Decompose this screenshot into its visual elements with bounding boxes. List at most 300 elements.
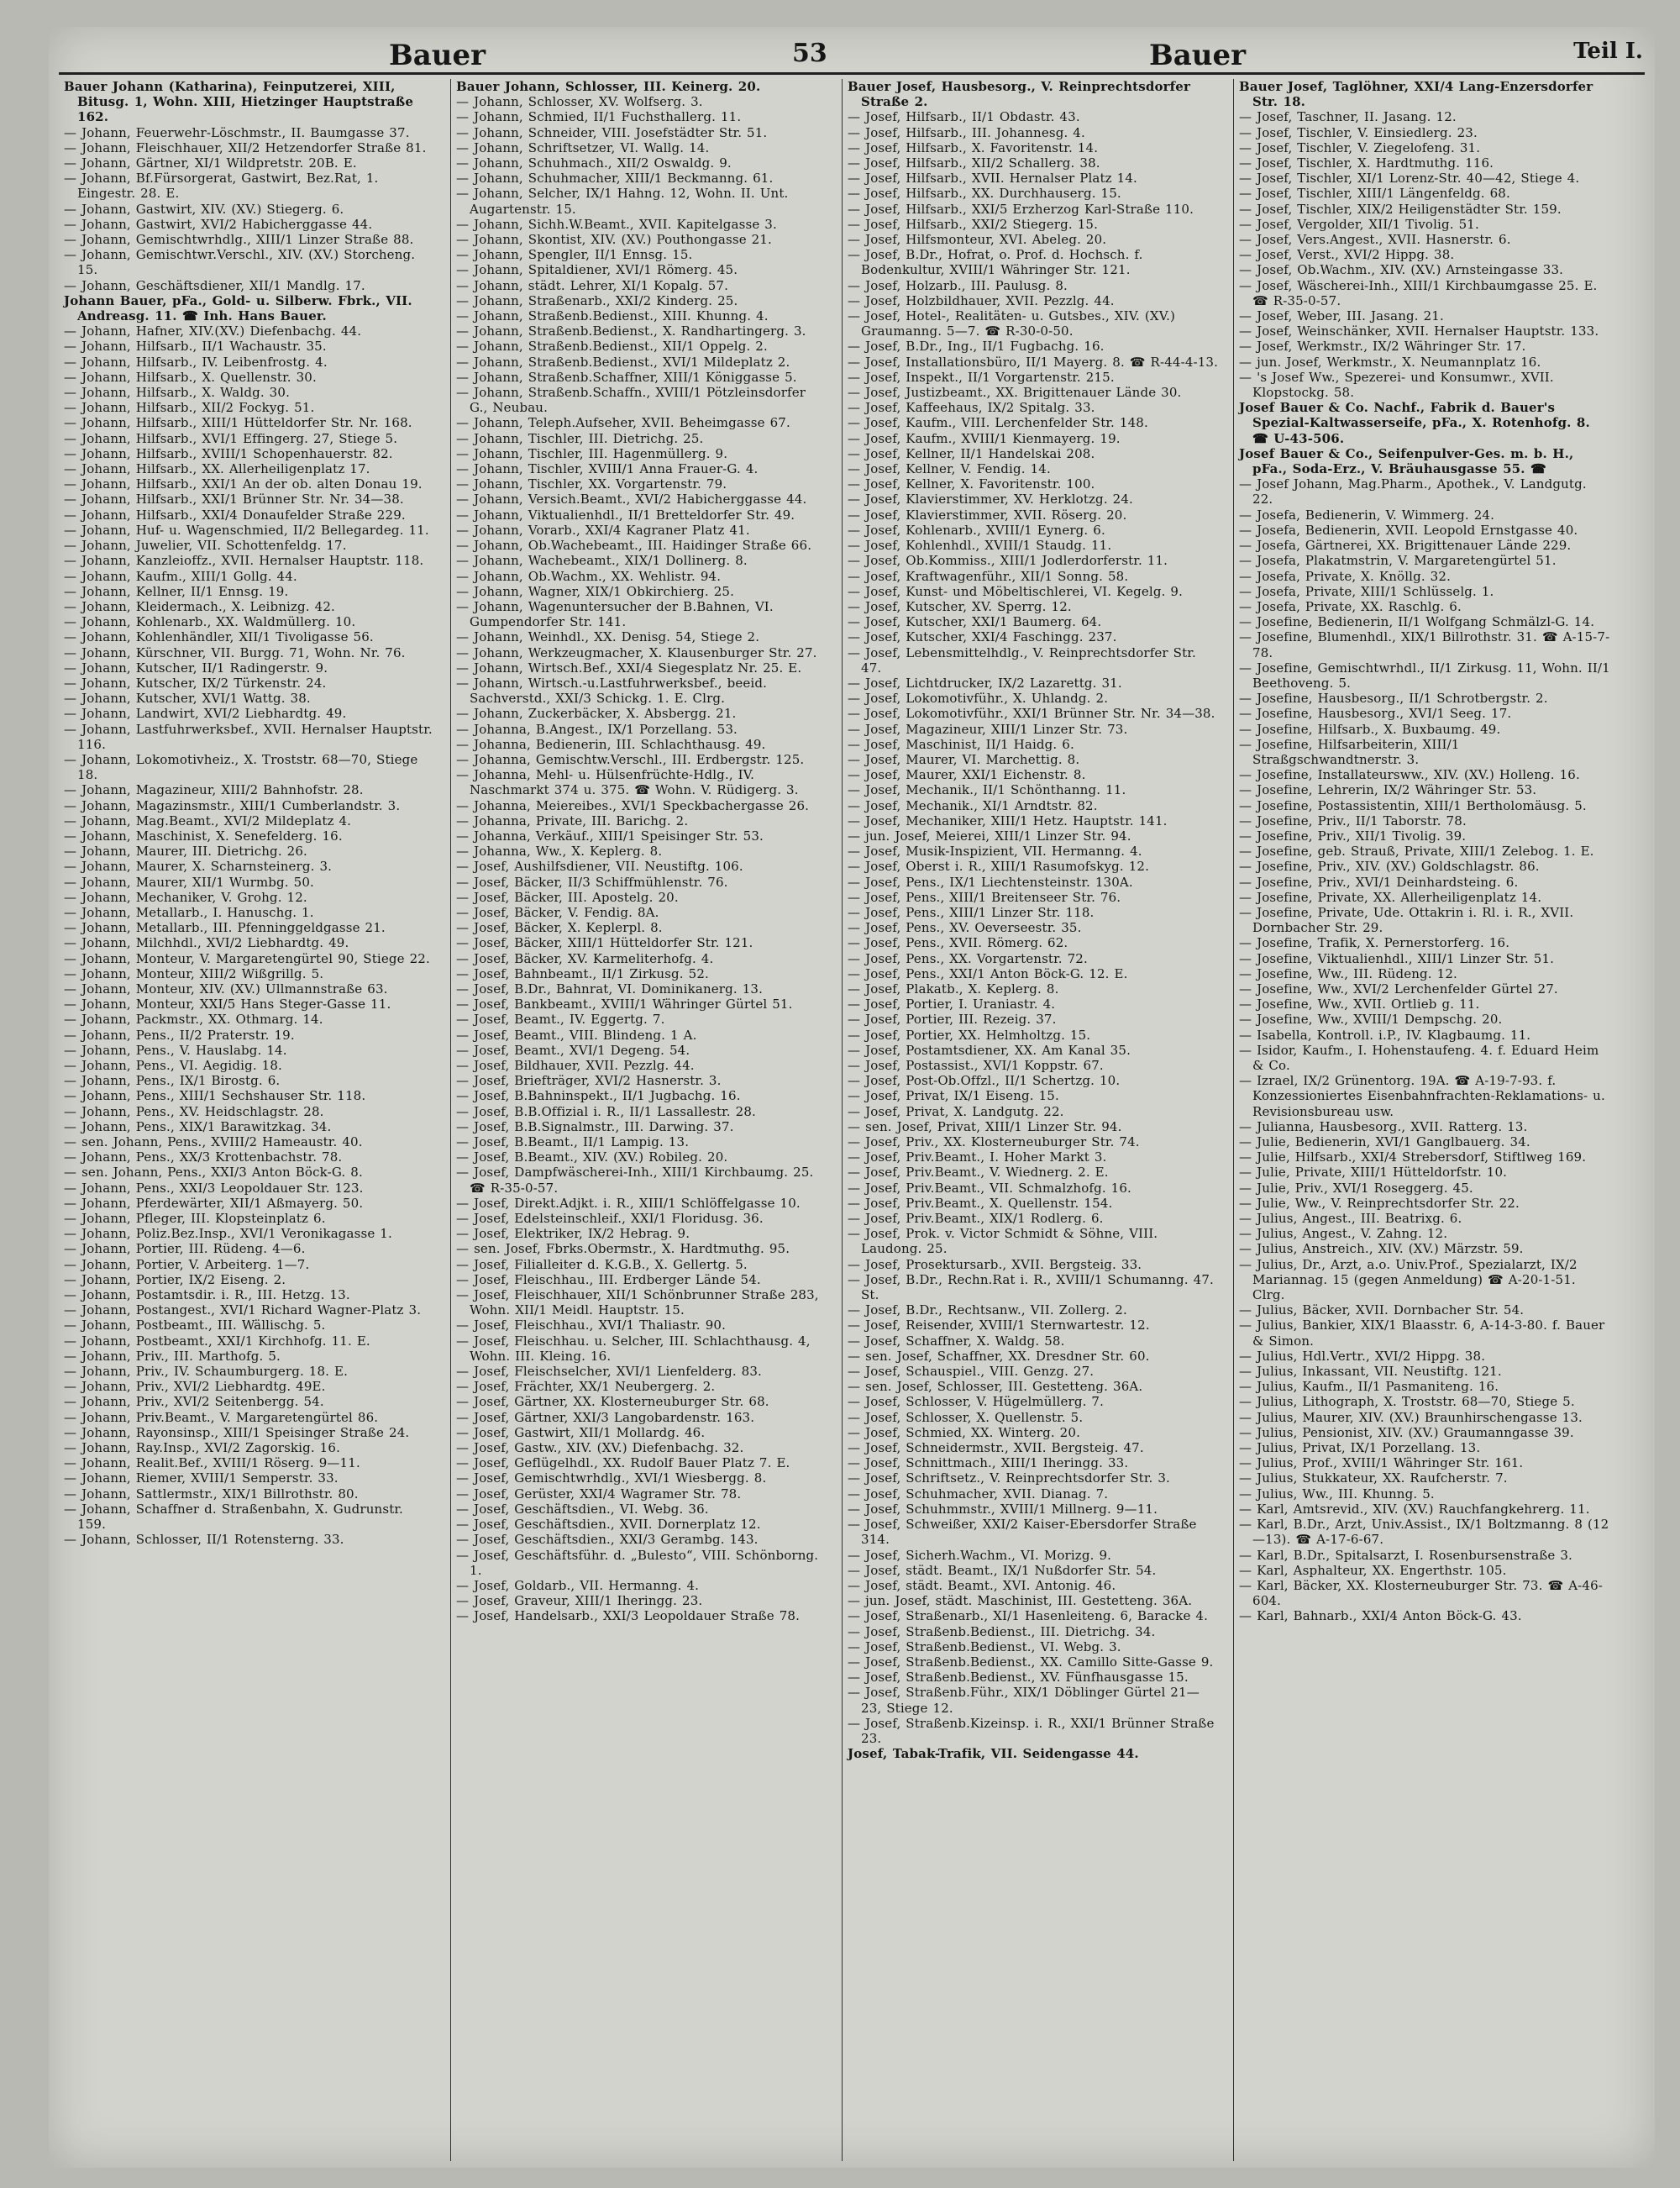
directory-entry: — Josef, B.Dr., Ing., II/1 Fugbachg. 16.	[848, 339, 1105, 355]
header-rule	[59, 72, 1645, 75]
directory-entry: — Josefa, Plakatmstrin, V. Margaretengürtel 51.	[1239, 553, 1557, 569]
directory-entry: — Julie, Bedienerin, XVI/1 Ganglbauerg. 34.	[1239, 1134, 1530, 1150]
directory-entry: — Josef, Post-Ob.Offzl., II/1 Schertzg. 10.	[848, 1073, 1121, 1089]
directory-entry: — sen. Josef, Privat, XIII/1 Linzer Str. 94.	[848, 1118, 1122, 1134]
directory-entry: — Johann, Hilfsarb., XVIII/1 Schopenhauerstr. 82.	[64, 445, 393, 461]
directory-entry: — sen. Josef, Schlosser, III. Gestetteng. 36A.	[848, 1379, 1143, 1395]
directory-entry: — Josef, Schriftsetz., V. Reinprechtsdorfer Str. 3.	[848, 1470, 1170, 1486]
directory-entry: — Johann, Postbeamt., XXI/1 Kirchhofg. 11. E.	[64, 1333, 370, 1349]
directory-entry: — Josefine, Ww., XVI/2 Lerchenfelder Gürtel 27.	[1239, 981, 1558, 997]
directory-entry: — Karl, Bäcker, XX. Klosterneuburger Str. 73. ☎ A-46-604.	[1239, 1577, 1604, 1609]
directory-entry: — Josef, Fleischhau., XVI/1 Thaliastr. 90.	[456, 1318, 727, 1333]
directory-entry: — Johann, Monteur, V. Margaretengürtel 90, Stiege 22.	[64, 950, 430, 966]
directory-entry: — Josef, Schaffner, X. Waldg. 58.	[848, 1333, 1065, 1349]
directory-entry: — Josef, Kaufm., VIII. Lerchenfelder Str. 148.	[848, 415, 1148, 431]
directory-entry: — Julius, Ww., III. Khunng. 5.	[1239, 1486, 1435, 1502]
directory-entry: — Johann, Tischler, III. Dietrichg. 25.	[456, 430, 704, 446]
directory-entry: — Josef, B.Dr., Rechn.Rat i. R., XVIII/1 Schumanng. 47. St.	[848, 1271, 1214, 1303]
directory-entry: — Josef, Vers.Angest., XVII. Hasnerstr. 6.	[1239, 232, 1511, 248]
directory-entry: — Julius, Dr., Arzt, a.o. Univ.Prof., Spezialarzt, IX/2 Mariannag. 15 (gegen Anmeldung) ☎ A-20-1-51. Clrg.	[1239, 1256, 1578, 1303]
directory-entry: — Josef, Hilfsarb., III. Johannesg. 4.	[848, 124, 1085, 140]
directory-entry: — Josef, Priv., XX. Klosterneuburger Str. 74.	[848, 1134, 1140, 1150]
directory-entry: — Josef, Schweißer, XXI/2 Kaiser-Ebersdorfer Straße 314.	[848, 1517, 1197, 1548]
directory-entry: — Johann, Pens., XXI/3 Leopoldauer Str. 123.	[64, 1180, 364, 1196]
directory-entry: — Julius, Lithograph, X. Troststr. 68—70, Stiege 5.	[1239, 1394, 1575, 1410]
column-4	[1233, 79, 1616, 2161]
directory-entry: — Johann, Versich.Beamt., XVI/2 Habicherggasse 44.	[456, 492, 807, 508]
directory-entry: — Josef, Pens., XIII/1 Linzer Str. 118.	[848, 904, 1095, 920]
directory-entry: — jun. Josef, städt. Maschinist, III. Gestetteng. 36A.	[848, 1593, 1193, 1609]
directory-entry: — Josef, B.B.Signalmstr., III. Darwing. 37.	[456, 1118, 734, 1134]
directory-entry: Bauer Johann (Katharina), Feinputzerei, XIII, Bitusg. 1, Wohn. XIII, Hietzinger Hauptstraße 162.	[64, 79, 414, 125]
header-right-name: Bauer	[1149, 39, 1247, 72]
directory-entry: — Johann, Hilfsarb., X. Quellenstr. 30.	[64, 369, 317, 385]
directory-entry: — Johann, Straßenb.Schaffner, XIII/1 Königgasse 5.	[456, 369, 797, 385]
directory-entry: — Johann, Pferdewärter, XII/1 Aßmayerg. 50.	[64, 1195, 364, 1211]
directory-entry: — Josefine, Hausbesorg., XVI/1 Seeg. 17.	[1239, 706, 1512, 722]
directory-entry: — Josef, Geschäftsdien., VI. Webg. 36.	[456, 1501, 709, 1517]
directory-entry: — Josef Johann, Mag.Pharm., Apothek., V. Landgutg. 22.	[1239, 476, 1587, 508]
directory-entry: — Johann, Skontist, XIV. (XV.) Pouthongasse 21.	[456, 232, 772, 248]
directory-entry: — Julius, Kaufm., II/1 Pasmaniteng. 16.	[1239, 1379, 1499, 1395]
directory-entry: — Julius, Angest., V. Zahng. 12.	[1239, 1226, 1448, 1242]
directory-entry: — Josef, Schuhmacher, XVII. Dianag. 7.	[848, 1486, 1109, 1502]
directory-entry: — Johann, Mechaniker, V. Grohg. 12.	[64, 889, 307, 905]
page-number: 53	[792, 39, 827, 68]
directory-entry: — Johanna, Bedienerin, III. Schlachthausg. 49.	[456, 736, 766, 752]
directory-entry: — Julius, Pensionist, XIV. (XV.) Graumanngasse 39.	[1239, 1424, 1574, 1440]
directory-entry: — Johann, Kellner, II/1 Ennsg. 19.	[64, 583, 289, 599]
directory-entry: — Josef, B.Beamt., II/1 Lampig. 13.	[456, 1134, 690, 1150]
directory-entry: — Josef, Mechanik., XI/1 Arndtstr. 82.	[848, 797, 1098, 813]
directory-entry: — Johann, Wirtsch.Bef., XXI/4 Siegesplatz Nr. 25. E.	[456, 660, 802, 676]
column-3	[842, 79, 1225, 2161]
directory-entry: — Johann, Ray.Insp., XVI/2 Zagorskig. 16.	[64, 1440, 340, 1456]
directory-entry: — Josef, Schuhmmstr., XVIII/1 Millnerg. 9—11.	[848, 1501, 1158, 1517]
directory-entry: — Julianna, Hausbesorg., XVII. Ratterg. 13.	[1239, 1118, 1528, 1134]
directory-entry: — Johann, Straßenb.Bedienst., XII/1 Oppelg. 2.	[456, 339, 768, 355]
directory-entry: — Johann, Portier, III. Rüdeng. 4—6.	[64, 1241, 306, 1257]
directory-entry: — Josef, Beamt., IV. Eggertg. 7.	[456, 1012, 665, 1028]
directory-entry: — Josef, B.Bahninspekt., II/1 Jugbachg. 16.	[456, 1088, 741, 1104]
directory-entry: — Josef, Straßenb.Bedienst., III. Dietrichg. 34.	[848, 1623, 1156, 1639]
directory-entry: — sen. Johann, Pens., XVIII/2 Hameaustr. 40.	[64, 1134, 363, 1150]
directory-entry: — Josefine, Hilfsarb., X. Buxbaumg. 49.	[1239, 721, 1501, 737]
directory-entry: — Josefine, Private, XX. Allerheiligenplatz 14.	[1239, 889, 1542, 905]
directory-entry: — Josef, Lokomotivführ., XXI/1 Brünner Str. Nr. 34—38.	[848, 706, 1215, 722]
directory-entry: — Josef, Pens., XXI/1 Anton Böck-G. 12. E.	[848, 965, 1128, 981]
directory-entry: — Josef, B.B.Offizial i. R., II/1 Lassallestr. 28.	[456, 1103, 756, 1119]
directory-entry: — Johann, Straßenb.Bedienst., X. Randhartingerg. 3.	[456, 323, 806, 339]
directory-entry: — Julius, Prof., XVIII/1 Währinger Str. 161.	[1239, 1455, 1524, 1471]
directory-entry: — Josef, Priv.Beamt., VII. Schmalzhofg. 16.	[848, 1180, 1131, 1196]
directory-entry: — Josef, Tischler, XIX/2 Heiligenstädter Str. 159.	[1239, 201, 1562, 217]
directory-entry: — Josef, Weber, III. Jasang. 21.	[1239, 308, 1444, 324]
directory-entry: — Josef, Schauspiel., VIII. Genzg. 27.	[848, 1364, 1095, 1380]
directory-entry: — Josef, Wäscherei-Inh., XIII/1 Kirchbaumgasse 25. E. ☎ R-35-0-57.	[1239, 277, 1598, 308]
directory-entry: — Karl, Bahnarb., XXI/4 Anton Böck-G. 43.	[1239, 1608, 1522, 1624]
directory-entry: — Josef, Schlosser, V. Hügelmüllerg. 7.	[848, 1394, 1105, 1410]
directory-entry: — Johann, Geschäftsdiener, XII/1 Mandlg. 17.	[64, 277, 365, 293]
directory-entry: — Johann, Gastwirt, XIV. (XV.) Stiegerg. 6.	[64, 201, 344, 217]
directory-entry: — Josef, Kohlenarb., XVIII/1 Eynerg. 6.	[848, 522, 1105, 538]
directory-entry: — Josef, Gemischtwrhdlg., XVI/1 Wiesbergg. 8.	[456, 1470, 767, 1486]
directory-entry: — Josef, Justizbeamt., XX. Brigittenauer Lände 30.	[848, 385, 1182, 401]
directory-entry: — Karl, Asphalteur, XX. Engerthstr. 105.	[1239, 1562, 1507, 1578]
directory-entry: — Josefine, Priv., II/1 Taborstr. 78.	[1239, 813, 1467, 828]
directory-entry: — Josef, Straßenb.Kizeinsp. i. R., XXI/1 Brünner Straße 23.	[848, 1715, 1215, 1746]
directory-entry: — Josef, Pens., XVII. Römerg. 62.	[848, 935, 1068, 951]
directory-entry: — Josefa, Private, XIII/1 Schlüsselg. 1.	[1239, 583, 1494, 599]
directory-entry: — sen. Johann, Pens., XXI/3 Anton Böck-G. 8.	[64, 1165, 363, 1181]
directory-entry: — Johann, Priv.Beamt., V. Margaretengürtel 86.	[64, 1409, 379, 1425]
directory-entry: — Johann, Hilfsarb., II/1 Wachaustr. 35.	[64, 339, 327, 355]
directory-entry: — Johann, Schriftsetzer, VI. Wallg. 14.	[456, 139, 710, 155]
directory-entry: — Johanna, Meiereibes., XVI/1 Speckbachergasse 26.	[456, 797, 810, 813]
directory-entry: — Johann, Metallarb., III. Pfenninggeldgasse 21.	[64, 920, 386, 936]
directory-entry: — Josefine, geb. Strauß, Private, XIII/1 Zelebog. 1. E.	[1239, 844, 1594, 860]
directory-entry: — Josef, Handelsarb., XXI/3 Leopoldauer Straße 78.	[456, 1608, 801, 1624]
directory-entry: — Julius, Bankier, XIX/1 Blaasstr. 6, A-14-3-80. f. Bauer & Simon.	[1239, 1318, 1605, 1349]
directory-entry: — Johann, Sichh.W.Beamt., XVII. Kapitelgasse 3.	[456, 216, 777, 232]
directory-entry: — Johann, Selcher, IX/1 Hahng. 12, Wohn. II. Unt. Augartenstr. 15.	[456, 186, 789, 217]
directory-entry: — Josef, Hilfsarb., XVII. Hernalser Platz 14.	[848, 171, 1137, 187]
directory-entry: Josef Bauer & Co., Seifenpulver-Ges. m. b. H., pFa., Soda-Erz., V. Bräuhausgasse 55. ☎	[1239, 445, 1574, 477]
column-1	[59, 79, 441, 2161]
directory-entry: — Josefine, Installateursww., XIV. (XV.) Holleng. 16.	[1239, 767, 1580, 783]
directory-entry: — Josef, Kutscher, XXI/4 Faschingg. 237.	[848, 629, 1117, 645]
directory-entry: — Johann, Pens., XX/3 Krottenbachstr. 78.	[64, 1149, 343, 1165]
directory-entry: — Josefine, Priv., XII/1 Tivolig. 39.	[1239, 828, 1467, 844]
directory-entry: — Johann, Wagenuntersucher der B.Bahnen, VI. Gumpendorfer Str. 141.	[456, 598, 774, 630]
directory-entry: — Josef, Holzbildhauer, XVII. Pezzlg. 44.	[848, 292, 1115, 308]
directory-entry: — Julius, Anstreich., XIV. (XV.) Märzstr. 59.	[1239, 1241, 1524, 1257]
directory-entry: — Josef, Tischler, V. Einsiedlerg. 23.	[1239, 124, 1478, 140]
directory-entry: — Josef, Elektriker, IX/2 Hebrag. 9.	[456, 1226, 690, 1242]
directory-entry: — Josef, Priv.Beamt., XIX/1 Rodlerg. 6.	[848, 1211, 1104, 1227]
directory-entry: — Josef, Hilfsarb., XXI/2 Stiegerg. 15.	[848, 216, 1099, 232]
directory-entry: — Josef, Klavierstimmer, XV. Herklotzg. 24.	[848, 492, 1133, 508]
directory-entry: — Julius, Privat, IX/1 Porzellang. 13.	[1239, 1440, 1481, 1456]
directory-entry: — Josef, Bankbeamt., XVIII/1 Währinger Gürtel 51.	[456, 997, 793, 1012]
directory-entry: — Josef, Direkt.Adjkt. i. R., XIII/1 Schlöffelgasse 10.	[456, 1195, 801, 1211]
directory-entry: — Johann, Hilfsarb., X. Waldg. 30.	[64, 385, 290, 401]
directory-entry: — Johann, städt. Lehrer, XI/1 Kopalg. 57.	[456, 277, 729, 293]
directory-entry: — Izrael, IX/2 Grünentorg. 19A. ☎ A-19-7-93. f. Konzessioniertes Eisenbahnfrachten-Reklamations- u. Revisionsbureau usw.	[1239, 1073, 1605, 1119]
directory-entry: — Karl, Amtsrevid., XIV. (XV.) Rauchfangkehrerg. 11.	[1239, 1501, 1590, 1517]
directory-entry: — Josef, Schnittmach., XIII/1 Iheringg. 33.	[848, 1455, 1129, 1471]
directory-entry: — Johann, Pens., II/2 Praterstr. 19.	[64, 1027, 295, 1043]
directory-entry: — Josefine, Blumenhdl., XIX/1 Billrothstr. 31. ☎ A-15-7-78.	[1239, 629, 1610, 660]
directory-entry: — Johann, Riemer, XVIII/1 Semperstr. 33.	[64, 1470, 339, 1486]
directory-entry: — Josef, Kutscher, XXI/1 Baumerg. 64.	[848, 614, 1102, 630]
directory-entry: — jun. Josef, Werkmstr., X. Neumannplatz 16.	[1239, 354, 1541, 370]
directory-entry: — Johann, Priv., III. Marthofg. 5.	[64, 1348, 281, 1364]
directory-entry: — Josef, Beamt., VIII. Blindeng. 1 A.	[456, 1027, 697, 1043]
directory-entry: — Josef, Kaufm., XVIII/1 Kienmayerg. 19.	[848, 430, 1121, 446]
directory-entry: — Josefa, Private, X. Knöllg. 32.	[1239, 568, 1451, 584]
directory-entry: — Josef, Tischler, XI/1 Lorenz-Str. 40—42, Stiege 4.	[1239, 171, 1580, 187]
directory-entry: — Johann, Schlosser, II/1 Rotensterng. 33.	[64, 1532, 344, 1548]
directory-entry: — Josef, Kraftwagenführ., XII/1 Sonng. 58.	[848, 568, 1129, 584]
directory-entry: — Josef, Holzarb., III. Paulusg. 8.	[848, 277, 1068, 293]
directory-entry: — Julius, Hdl.Vertr., XVI/2 Hippg. 38.	[1239, 1348, 1486, 1364]
directory-entry: — Johann, Hilfsarb., XXI/1 An der ob. alten Donau 19.	[64, 476, 423, 492]
directory-entry: — Josef, Gastwirt, XII/1 Mollardg. 46.	[456, 1424, 706, 1440]
directory-entry: — Johann, Magazinsmstr., XIII/1 Cumberlandstr. 3.	[64, 797, 401, 813]
directory-entry: — Johann, Tischler, XVIII/1 Anna Frauer-G. 4.	[456, 461, 759, 477]
directory-entry: — Josef, Portier, XX. Helmholtzg. 15.	[848, 1027, 1091, 1043]
directory-entry: — Josef, Briefträger, XVI/2 Hasnerstr. 3.	[456, 1073, 722, 1089]
directory-entry: — Johann, Poliz.Bez.Insp., XVI/1 Veronikagasse 1.	[64, 1226, 392, 1242]
directory-entry: Johann Bauer, pFa., Gold- u. Silberw. Fbrk., VII. Andreasg. 11. ☎ Inh. Hans Bauer.	[64, 292, 412, 324]
directory-entry: — Johann, Hafner, XIV.(XV.) Diefenbachg. 44.	[64, 323, 362, 339]
directory-entry: — Johann, Kutscher, II/1 Radingerstr. 9.	[64, 660, 328, 676]
directory-entry: — Josef, Kutscher, XV. Sperrg. 12.	[848, 598, 1072, 614]
directory-entry: — Josef, Geflügelhdl., XX. Rudolf Bauer Platz 7. E.	[456, 1455, 790, 1471]
directory-entry: — Josef, Straßenb.Bedienst., XV. Fünfhausgasse 15.	[848, 1670, 1189, 1686]
directory-entry: — Karl, B.Dr., Arzt, Univ.Assist., IX/1 Boltzmanng. 8 (12—13). ☎ A-17-6-67.	[1239, 1517, 1609, 1548]
directory-entry: — Josef, Hotel-, Realitäten- u. Gutsbes., XIV. (XV.) Graumanng. 5—7. ☎ R-30-0-50.	[848, 308, 1175, 339]
directory-entry: — Johann, Teleph.Aufseher, XVII. Beheimgasse 67.	[456, 415, 790, 431]
directory-entry: — Johann, Pens., V. Hauslabg. 14.	[64, 1042, 287, 1058]
directory-entry: — Johann, Maschinist, X. Senefelderg. 16.	[64, 828, 343, 844]
directory-entry: — Johann, Huf- u. Wagenschmied, II/2 Bellegardeg. 11.	[64, 522, 429, 538]
directory-entry: — Josef, Pens., XX. Vorgartenstr. 72.	[848, 950, 1088, 966]
directory-entry: — Josef, Dampfwäscherei-Inh., XIII/1 Kirchbaumg. 25. ☎ R-35-0-57.	[456, 1165, 814, 1196]
directory-entry: — Isabella, Kontroll. i.P., IV. Klagbaumg. 11.	[1239, 1027, 1531, 1043]
directory-page	[49, 27, 1655, 2168]
directory-entry: — Josef, Postamtsdiener, XX. Am Kanal 35.	[848, 1042, 1131, 1058]
directory-entry: — Josef, Klavierstimmer, XVII. Röserg. 20.	[848, 507, 1127, 523]
directory-entry: — Josef, Bäcker, II/3 Schiffmühlenstr. 76.	[456, 874, 728, 890]
directory-entry: — Johann, Lokomotivheiz., X. Troststr. 68—70, Stiege 18.	[64, 751, 418, 783]
directory-entry: — Josef, Weinschänker, XVII. Hernalser Hauptstr. 133.	[1239, 323, 1599, 339]
directory-entry: — Josef, Mechaniker, XIII/1 Hetz. Hauptstr. 141.	[848, 813, 1168, 828]
directory-entry: — Josef, Pens., XV. Oeverseestr. 35.	[848, 920, 1082, 936]
directory-entry: — Josefine, Hausbesorg., II/1 Schrotbergstr. 2.	[1239, 691, 1548, 707]
directory-entry: — Josef, Portier, I. Uraniastr. 4.	[848, 997, 1056, 1012]
directory-entry: — Johann, Zuckerbäcker, X. Absbergg. 21.	[456, 706, 737, 722]
directory-entry: — sen. Josef, Schaffner, XX. Dresdner Str. 60.	[848, 1348, 1150, 1364]
directory-entry: — Josef, Hilfsarb., II/1 Obdastr. 43.	[848, 109, 1080, 125]
directory-entry: — Josef, Maurer, VI. Marchettig. 8.	[848, 751, 1080, 767]
directory-entry: — Johann, Lastfuhrwerksbef., XVII. Hernalser Hauptstr. 116.	[64, 721, 433, 752]
directory-entry: Josef, Tabak-Trafik, VII. Seidengasse 44.	[848, 1746, 1139, 1762]
directory-entry: — Johanna, Gemischtw.Verschl., III. Erdbergstr. 125.	[456, 751, 805, 767]
directory-entry: — Johann, Gemischtwrhdlg., XIII/1 Linzer Straße 88.	[64, 232, 414, 248]
directory-entry: — Josefine, Priv., XVI/1 Deinhardsteing. 6.	[1239, 874, 1519, 890]
directory-entry: — Josefine, Lehrerin, IX/2 Währinger Str. 53.	[1239, 782, 1537, 798]
directory-entry: — Josef, Gärtner, XXI/3 Langobardenstr. 163.	[456, 1409, 755, 1425]
directory-entry: — Josef, Bildhauer, XVII. Pezzlg. 44.	[456, 1058, 695, 1073]
directory-entry: — Josef, Straßenarb., XI/1 Hasenleiteng. 6, Baracke 4.	[848, 1608, 1209, 1624]
directory-entry: — Johann, Hilfsarb., XXI/4 Donaufelder Straße 229.	[64, 507, 406, 523]
directory-entry: — Josefa, Gärtnerei, XX. Brigittenauer Lände 229.	[1239, 538, 1572, 554]
directory-entry: — Josef, Kellner, V. Fendig. 14.	[848, 461, 1051, 477]
directory-entry: — Johann, Gemischtwr.Verschl., XIV. (XV.) Storcheng. 15.	[64, 247, 416, 278]
directory-entry: — Josef, Beamt., XVI/1 Degeng. 54.	[456, 1042, 690, 1058]
directory-entry: — Josefine, Trafik, X. Pernerstorferg. 16.	[1239, 935, 1510, 951]
directory-entry: — Johann, Monteur, XIV. (XV.) Ullmannstraße 63.	[64, 981, 388, 997]
directory-entry: — Josefine, Hilfsarbeiterin, XIII/1 Straßgschwandtnerstr. 3.	[1239, 736, 1460, 767]
columns	[59, 79, 1645, 2161]
directory-entry: — Josef, Vergolder, XII/1 Tivolig. 51.	[1239, 216, 1479, 232]
directory-entry: — Johann, Kohlenhändler, XII/1 Tivoligasse 56.	[64, 629, 374, 645]
directory-entry: — Josefine, Private, Ude. Ottakrin i. Rl. i. R., XVII. Dornbacher Str. 29.	[1239, 904, 1574, 936]
directory-entry: — Josef, Prosektursarb., XVII. Bergsteig. 33.	[848, 1256, 1142, 1272]
directory-entry: — Josef, B.Dr., Hofrat, o. Prof. d. Hochsch. f. Bodenkultur, XVIII/1 Währinger Str. 121.	[848, 247, 1143, 278]
directory-entry: — Julius, Maurer, XIV. (XV.) Braunhirschengasse 13.	[1239, 1409, 1583, 1425]
directory-entry: — Josef, Tischler, XIII/1 Längenfeldg. 68.	[1239, 186, 1510, 202]
directory-entry: — Josef, Fleischselcher, XVI/1 Lienfelderg. 83.	[456, 1364, 762, 1380]
directory-entry: — Josef, Tischler, X. Hardtmuthg. 116.	[1239, 155, 1494, 171]
directory-entry: — Josef, B.Dr., Bahnrat, VI. Dominikanerg. 13.	[456, 981, 764, 997]
directory-entry: — Josef, Hilfsarb., XX. Durchhauserg. 15.	[848, 186, 1121, 202]
directory-entry: — Johann, Schuhmacher, XIII/1 Beckmanng. 61.	[456, 171, 774, 187]
directory-entry: — Johann, Kürschner, VII. Burgg. 71, Wohn. Nr. 76.	[64, 644, 406, 660]
directory-entry: — Johann, Sattlermstr., XIX/1 Billrothstr. 80.	[64, 1486, 359, 1502]
directory-entry: — Johann, Wirtsch.-u.Lastfuhrwerksbef., beeid. Sachverstd., XXI/3 Schickg. 1. E. Clrg.	[456, 675, 768, 707]
directory-entry: — Josef, Geschäftsdien., XVII. Dornerplatz 12.	[456, 1517, 761, 1533]
directory-entry: — Josef, Edelsteinschleif., XXI/1 Floridusg. 36.	[456, 1211, 764, 1227]
directory-entry: — Johann, Gärtner, XI/1 Wildpretstr. 20B. E.	[64, 155, 357, 171]
directory-entry: — Josefa, Private, XX. Raschlg. 6.	[1239, 598, 1462, 614]
directory-entry: — Johann, Priv., IV. Schaumburgerg. 18. E.	[64, 1364, 349, 1380]
directory-entry: — Johann, Maurer, X. Scharnsteinerg. 3.	[64, 859, 333, 875]
directory-entry: — Johann, Juwelier, VII. Schottenfeldg. 17.	[64, 538, 347, 554]
directory-entry: — Johann, Hilfsarb., XII/2 Fockyg. 51.	[64, 400, 315, 416]
directory-entry: Josef Bauer & Co. Nachf., Fabrik d. Bauer's Spezial-Kaltwasserseife, pFa., X. Rotenhofg. 8. ☎ U-43-506.	[1239, 400, 1590, 446]
directory-entry: — Johann, Schmied, II/1 Fuchsthallerg. 11.	[456, 109, 742, 125]
directory-entry: — Johann, Rayonsinsp., XIII/1 Speisinger Straße 24.	[64, 1424, 410, 1440]
directory-entry: — Josef, Priv.Beamt., V. Wiednerg. 2. E.	[848, 1165, 1109, 1181]
directory-entry: — Johanna, B.Angest., IX/1 Porzellang. 53.	[456, 721, 738, 737]
directory-entry: — Josef, Frächter, XX/1 Neubergerg. 2.	[456, 1379, 716, 1395]
directory-entry: — Josef, Portier, III. Rezeig. 37.	[848, 1012, 1057, 1028]
directory-entry: — Johanna, Verkäuf., XIII/1 Speisinger Str. 53.	[456, 828, 764, 844]
directory-entry: — Johann, Ob.Wachm., XX. Wehlistr. 94.	[456, 568, 722, 584]
directory-entry: — Johann, Monteur, XIII/2 Wißgrillg. 5.	[64, 965, 324, 981]
directory-entry: — Johann, Maurer, III. Dietrichg. 26.	[64, 844, 307, 860]
directory-entry: — Josef, Werkmstr., IX/2 Währinger Str. 17.	[1239, 339, 1526, 355]
directory-entry: — Johanna, Mehl- u. Hülsenfrüchte-Hdlg., IV. Naschmarkt 374 u. 375. ☎ Wohn. V. Rüdigerg. 3.	[456, 767, 799, 798]
directory-entry: — Josef, Gastw., XIV. (XV.) Diefenbachg. 32.	[456, 1440, 744, 1456]
directory-entry: — Josef, Maurer, XXI/1 Eichenstr. 8.	[848, 767, 1086, 783]
directory-entry: — Johann, Spitaldiener, XVI/1 Römerg. 45.	[456, 262, 738, 278]
directory-entry: — Johann, Pens., XV. Heidschlagstr. 28.	[64, 1103, 324, 1119]
directory-entry: — Josef, Hilfsarb., XII/2 Schallerg. 38.	[848, 155, 1100, 171]
directory-entry: — Josef, Schmied, XX. Winterg. 20.	[848, 1424, 1080, 1440]
directory-entry: — Johann, Hilfsarb., XX. Allerheiligenplatz 17.	[64, 461, 370, 477]
directory-entry: — Johann, Feuerwehr-Löschmstr., II. Baumgasse 37.	[64, 124, 410, 140]
directory-entry: — Johann, Viktualienhdl., II/1 Bretteldorfer Str. 49.	[456, 507, 795, 523]
directory-entry: — Julie, Priv., XVI/1 Roseggerg. 45.	[1239, 1180, 1473, 1196]
directory-entry: — Johann, Postamtsdir. i. R., III. Hetzg. 13.	[64, 1287, 350, 1303]
directory-entry: — Josef, städt. Beamt., XVI. Antonig. 46.	[848, 1577, 1116, 1593]
directory-entry: — Josef, Aushilfsdiener, VII. Neustiftg. 106.	[456, 859, 743, 875]
directory-entry: — Josefine, Ww., XVII. Ortlieb g. 11.	[1239, 997, 1480, 1012]
directory-entry: — Johann, Kutscher, XVI/1 Wattg. 38.	[64, 691, 311, 707]
directory-entry: — Josef, Geschäftsdien., XXI/3 Gerambg. 143.	[456, 1532, 759, 1548]
directory-entry: — Josef, Musik-Inspizient, VII. Hermanng. 4.	[848, 844, 1142, 860]
directory-entry: — Johann, Kutscher, IX/2 Türkenstr. 24.	[64, 675, 327, 691]
page-header	[49, 27, 1655, 79]
directory-entry: — Julius, Stukkateur, XX. Raufcherstr. 7.	[1239, 1470, 1508, 1486]
directory-entry: — Josefa, Bedienerin, XVII. Leopold Ernstgasse 40.	[1239, 522, 1578, 538]
directory-entry: — Johann, Maurer, XII/1 Wurmbg. 50.	[64, 874, 314, 890]
directory-entry: — Johann, Pens., VI. Aegidig. 18.	[64, 1058, 282, 1073]
directory-entry: — Julius, Angest., III. Beatrixg. 6.	[1239, 1211, 1462, 1227]
directory-entry: — Johann, Kohlenarb., XX. Waldmüllerg. 10.	[64, 614, 356, 630]
directory-entry: — Johann, Realit.Bef., XVIII/1 Röserg. 9—11.	[64, 1455, 360, 1471]
directory-entry: — Johann, Tischler, III. Hagenmüllerg. 9.	[456, 445, 728, 461]
directory-entry: — Johann, Kanzleioffz., XVII. Hernalser Hauptstr. 118.	[64, 553, 424, 569]
directory-entry: — Josef, Kaffeehaus, IX/2 Spitalg. 33.	[848, 400, 1095, 416]
directory-entry: — Johann, Wachebeamt., XIX/1 Dollinerg. 8.	[456, 553, 748, 569]
directory-entry: — Josef, Kellner, X. Favoritenstr. 100.	[848, 476, 1095, 492]
directory-entry: — Josef, Ob.Wachm., XIV. (XV.) Arnsteingasse 33.	[1239, 262, 1564, 278]
directory-entry: — Josef, städt. Beamt., IX/1 Nußdorfer Str. 54.	[848, 1562, 1157, 1578]
directory-entry: — Josefa, Bedienerin, V. Wimmerg. 24.	[1239, 507, 1495, 523]
directory-entry: — Josef, Privat, IX/1 Eiseng. 15.	[848, 1088, 1059, 1104]
directory-entry: — Johann, Pens., XIX/1 Barawitzkag. 34.	[64, 1118, 332, 1134]
directory-entry: — Johann, Schuhmach., XII/2 Oswaldg. 9.	[456, 155, 732, 171]
directory-entry: — Johann, Schaffner d. Straßenbahn, X. Gudrunstr. 159.	[64, 1501, 403, 1533]
directory-entry: — Josef, Schneidermstr., XVII. Bergsteig. 47.	[848, 1440, 1144, 1456]
directory-entry: — Josef, Priv.Beamt., I. Hoher Markt 3.	[848, 1149, 1107, 1165]
directory-entry: — Johann, Hilfsarb., IV. Leibenfrostg. 4.	[64, 354, 328, 370]
directory-entry: Bauer Johann, Schlosser, III. Keinerg. 20.	[456, 79, 761, 94]
directory-entry: — Josef, Fleischhauer, XII/1 Schönbrunner Straße 283, Wohn. XII/1 Meidl. Hauptstr. 15.	[456, 1287, 819, 1318]
directory-entry: — Josef, Fleischhau., III. Erdberger Lände 54.	[456, 1271, 761, 1287]
directory-entry: — Josef, Plakatb., X. Keplerg. 8.	[848, 981, 1059, 997]
directory-entry: — Johanna, Private, III. Barichg. 2.	[456, 813, 689, 828]
directory-entry: — Johann, Straßenb.Bedienst., XIII. Khunng. 4.	[456, 308, 769, 324]
directory-entry: — 's Josef Ww., Spezerei- und Konsumwr., XVII. Klopstockg. 58.	[1239, 369, 1554, 401]
directory-entry: — Josef, Straßenb.Bedienst., XX. Camillo Sitte-Gasse 9.	[848, 1654, 1214, 1670]
directory-entry: — Josefine, Postassistentin, XIII/1 Bertholomäusg. 5.	[1239, 797, 1587, 813]
directory-entry: — Josef, Magazineur, XIII/1 Linzer Str. 73.	[848, 721, 1128, 737]
directory-entry: — Josef, Hilfsarb., XXI/5 Erzherzog Karl-Straße 110.	[848, 201, 1194, 217]
directory-entry: — Josef, B.Beamt., XIV. (XV.) Robileg. 20.	[456, 1149, 728, 1165]
directory-entry: — Julie, Hilfsarb., XXI/4 Strebersdorf, Stiftlweg 169.	[1239, 1149, 1587, 1165]
directory-entry: — Johann, Magazineur, XIII/2 Bahnhofstr. 28.	[64, 782, 364, 798]
directory-entry: — Josef, Reisender, XVIII/1 Sternwartestr. 12.	[848, 1318, 1150, 1333]
directory-entry: — Josef, Sicherh.Wachm., VI. Morizg. 9.	[848, 1547, 1112, 1563]
directory-entry: — Josef, Privat, X. Landgutg. 22.	[848, 1103, 1064, 1119]
directory-entry: — Johann, Hilfsarb., XXI/1 Brünner Str. Nr. 34—38.	[64, 492, 404, 508]
directory-entry: — Josef, Bäcker, III. Apostelg. 20.	[456, 889, 679, 905]
directory-entry: — Johann, Wagner, XIX/1 Obkirchierg. 25.	[456, 583, 735, 599]
directory-entry: — Josef, Straßenb.Bedienst., VI. Webg. 3.	[848, 1638, 1121, 1654]
directory-entry: — jun. Josef, Meierei, XIII/1 Linzer Str. 94.	[848, 828, 1131, 844]
directory-entry: — Josef, Pens., IX/1 Liechtensteinstr. 130A.	[848, 874, 1133, 890]
directory-entry: — sen. Josef, Fbrks.Obermstr., X. Hardtmuthg. 95.	[456, 1241, 790, 1257]
directory-entry: — Josef, Kellner, II/1 Handelskai 208.	[848, 445, 1095, 461]
directory-entry: — Johann, Vorarb., XXI/4 Kagraner Platz 41.	[456, 522, 750, 538]
directory-entry: — Johann, Pens., XIII/1 Sechshauser Str. 118.	[64, 1088, 366, 1104]
directory-entry: — Josef, Geschäftsführ. d. „Bulesto“, VIII. Schönborng. 1.	[456, 1547, 819, 1578]
directory-entry: — Josefine, Ww., XVIII/1 Dempschg. 20.	[1239, 1012, 1503, 1028]
directory-entry: — Josef, Kohlenhdl., XVIII/1 Staudg. 11.	[848, 538, 1112, 554]
directory-entry: — Johann, Spengler, II/1 Ennsg. 15.	[456, 247, 693, 263]
directory-entry: — Johann, Schneider, VIII. Josefstädter Str. 51.	[456, 124, 768, 140]
section-label: Teil I.	[1573, 39, 1643, 64]
directory-entry: — Johann, Kleidermach., X. Leibnizg. 42.	[64, 598, 335, 614]
directory-entry: — Johann, Straßenarb., XXI/2 Kinderg. 25.	[456, 292, 738, 308]
header-left-name: Bauer	[389, 39, 486, 72]
